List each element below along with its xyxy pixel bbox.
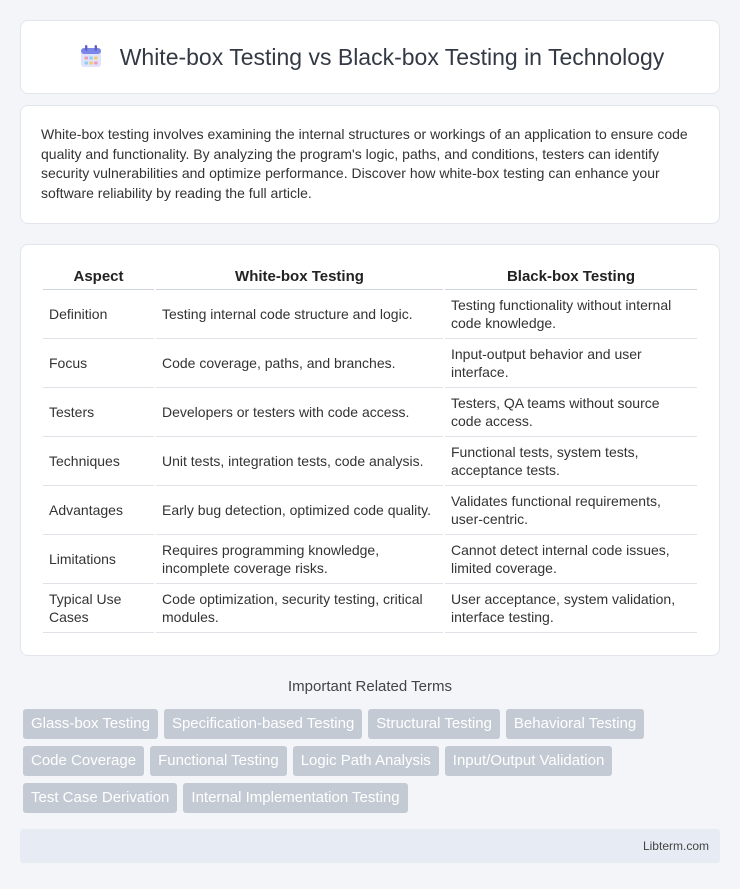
comparison-table-card	[20, 244, 720, 656]
table-cell-aspect: Advantages	[43, 486, 154, 535]
table-cell-aspect: Typical Use Cases	[43, 584, 154, 633]
related-terms-list	[20, 709, 720, 813]
page-title: White-box Testing vs Black-box Testing in Technology	[119, 43, 665, 70]
table-cell-black-box: Validates functional requirements, user-centric.	[445, 486, 697, 535]
table-cell-white-box: Code optimization, security testing, critical modules.	[156, 584, 443, 633]
table-cell-white-box: Early bug detection, optimized code quality.	[156, 486, 443, 535]
table-cell-black-box: Cannot detect internal code issues, limited coverage.	[445, 535, 697, 584]
table-header-row	[43, 265, 697, 290]
term-tag[interactable]: Glass-box Testing	[23, 709, 158, 739]
header-black-box: Black-box Testing	[445, 265, 697, 290]
term-tag[interactable]: Structural Testing	[368, 709, 500, 739]
term-tag[interactable]: Functional Testing	[150, 746, 287, 776]
table-row	[43, 290, 697, 339]
term-tag[interactable]: Behavioral Testing	[506, 709, 644, 739]
table-cell-aspect: Techniques	[43, 437, 154, 486]
table-row	[43, 486, 697, 535]
table-row	[43, 388, 697, 437]
table-cell-black-box: Functional tests, system tests, acceptance tests.	[445, 437, 697, 486]
table-cell-black-box: Input-output behavior and user interface.	[445, 339, 697, 388]
header-aspect: Aspect	[43, 265, 154, 290]
calendar-icon	[76, 42, 106, 72]
table-cell-black-box: Testers, QA teams without source code access.	[445, 388, 697, 437]
term-tag[interactable]: Specification-based Testing	[164, 709, 362, 739]
term-tag[interactable]: Internal Implementation Testing	[183, 783, 407, 813]
table-cell-white-box: Unit tests, integration tests, code analysis.	[156, 437, 443, 486]
comparison-table	[41, 265, 699, 633]
table-cell-aspect: Focus	[43, 339, 154, 388]
table-row	[43, 535, 697, 584]
term-tag[interactable]: Input/Output Validation	[445, 746, 613, 776]
term-tag[interactable]: Test Case Derivation	[23, 783, 177, 813]
table-row	[43, 437, 697, 486]
table-cell-white-box: Developers or testers with code access.	[156, 388, 443, 437]
table-cell-aspect: Limitations	[43, 535, 154, 584]
table-row	[43, 339, 697, 388]
related-terms-title: Important Related Terms	[288, 678, 452, 695]
table-cell-aspect: Definition	[43, 290, 154, 339]
footer	[20, 829, 720, 863]
intro-text: White-box testing involves examining the internal structures or workings of an application to ensure code quality and functionality. By analyzing the program's logic, paths, and conditions, testers can identify security vulnerabilities and optimize performance. Discover how white-box testing can enhance your software reliability by reading the full article.	[41, 126, 688, 201]
table-row	[43, 584, 697, 633]
table-cell-black-box: User acceptance, system validation, interface testing.	[445, 584, 697, 633]
header-white-box: White-box Testing	[156, 265, 443, 290]
title-card	[20, 20, 720, 94]
table-cell-white-box: Testing internal code structure and logic.	[156, 290, 443, 339]
term-tag[interactable]: Logic Path Analysis	[293, 746, 439, 776]
table-cell-white-box: Code coverage, paths, and branches.	[156, 339, 443, 388]
table-cell-aspect: Testers	[43, 388, 154, 437]
footer-brand-link[interactable]: Libterm.com	[642, 839, 709, 853]
term-tag[interactable]: Code Coverage	[23, 746, 144, 776]
table-cell-white-box: Requires programming knowledge, incomplete coverage risks.	[156, 535, 443, 584]
intro-card	[20, 105, 720, 224]
table-cell-black-box: Testing functionality without internal code knowledge.	[445, 290, 697, 339]
